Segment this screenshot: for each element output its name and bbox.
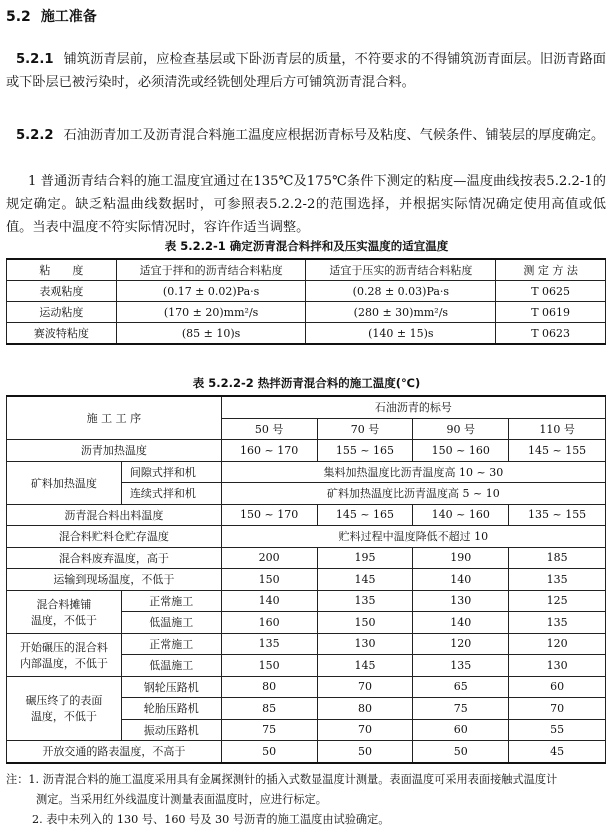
table-row xyxy=(7,741,606,763)
table-cell: 130 xyxy=(509,655,606,677)
row-label-line: 碾压终了的表面 xyxy=(25,694,103,708)
table-header: 适宜于拌和的沥青结合料粘度 xyxy=(116,259,306,281)
table-cell: 140 xyxy=(413,569,509,591)
grade-90: 90 号 xyxy=(413,418,509,440)
table-cell: 60 xyxy=(509,676,606,698)
row-label-line: 内部温度，不低于 xyxy=(19,656,108,670)
table-cell: 70 xyxy=(509,698,606,720)
row-sublabel: 正常施工 xyxy=(121,590,221,612)
table-row xyxy=(7,440,606,462)
grade-110: 110 号 xyxy=(509,418,606,440)
table-cell: 65 xyxy=(413,676,509,698)
clause-number: 5.2.2 xyxy=(16,128,54,143)
table-cell: 160 xyxy=(221,612,317,634)
row-label-line: 温度，不低于 xyxy=(30,710,97,724)
row-label-line: 开始碾压的混合料 xyxy=(19,640,108,654)
table-cell: 155 ~ 165 xyxy=(317,440,413,462)
table-cell: 145 ~ 155 xyxy=(509,440,606,462)
row-sublabel: 连续式拌和机 xyxy=(121,483,221,505)
table-header: 测 定 方 法 xyxy=(496,259,606,281)
table-row xyxy=(7,526,606,548)
table-cell: T 0619 xyxy=(496,302,606,323)
table-cell: 135 xyxy=(509,569,606,591)
grade-70: 70 号 xyxy=(317,418,413,440)
row-label: 混合料贮料仓贮存温度 xyxy=(7,526,222,548)
row-label: 矿料加热温度 xyxy=(7,461,122,504)
table-row xyxy=(7,547,606,569)
table-cell: 200 xyxy=(221,547,317,569)
grade-50: 50 号 xyxy=(221,418,317,440)
table-cell: 140 xyxy=(413,612,509,634)
viscosity-table xyxy=(6,258,606,345)
row-sublabel: 轮胎压路机 xyxy=(121,698,221,720)
row-label: 运输到现场温度，不低于 xyxy=(7,569,222,591)
table-cell: 55 xyxy=(509,719,606,741)
note-2: 2. 表中未列入的 130 号、160 号及 30 号沥青的施工温度由试验确定。 xyxy=(32,813,390,826)
table-row xyxy=(7,302,606,323)
table-cell: 45 xyxy=(509,741,606,763)
table-row xyxy=(7,504,606,526)
row-label xyxy=(7,590,122,633)
table-cell: 50 xyxy=(413,741,509,763)
table-header-row xyxy=(7,259,606,281)
row-sublabel: 间隙式拌和机 xyxy=(121,461,221,483)
table-cell: 135 ~ 155 xyxy=(509,504,606,526)
row-label-line: 温度，不低于 xyxy=(30,613,97,627)
table-cell: 运动粘度 xyxy=(7,302,117,323)
table-cell: 145 ~ 165 xyxy=(317,504,413,526)
table-cell: T 0625 xyxy=(496,281,606,302)
table-row xyxy=(7,633,606,655)
row-sublabel: 正常施工 xyxy=(121,633,221,655)
table-cell: 120 xyxy=(509,633,606,655)
table-cell: 矿料加热温度比沥青温度高 5 ~ 10 xyxy=(221,483,605,505)
paragraph-5-2-2 xyxy=(6,124,606,147)
table-cell: 贮料过程中温度降低不超过 10 xyxy=(221,526,605,548)
table-row xyxy=(7,281,606,302)
table-cell: 150 ~ 170 xyxy=(221,504,317,526)
table-cell: 75 xyxy=(413,698,509,720)
table-cell: 135 xyxy=(221,633,317,655)
table-cell: 50 xyxy=(221,741,317,763)
table-cell: (280 ± 30)mm²/s xyxy=(306,302,496,323)
table-cell: T 0623 xyxy=(496,323,606,345)
table-cell: (0.28 ± 0.03)Pa·s xyxy=(306,281,496,302)
item-text: 1 普通沥青结合料的施工温度宜通过在135℃及175℃条件下测定的粘度—温度曲线按表5.2.2-1的规定确定。缺乏粘温曲线数据时，可参照表5.2.2-2的范围选择，并根据实际情况确定使用高值或低值。当表中温度不符实际情况时，容许作适当调整。 xyxy=(6,174,606,235)
table-notes xyxy=(6,770,606,830)
table-cell: 80 xyxy=(317,698,413,720)
construction-temperature-table xyxy=(6,395,606,764)
table-cell: 150 xyxy=(221,569,317,591)
table-cell: 195 xyxy=(317,547,413,569)
table1-caption: 表 5.2.2-1 确定沥青混合料拌和及压实温度的适宜温度 xyxy=(164,239,449,253)
table-cell: 130 xyxy=(413,590,509,612)
table-cell: 190 xyxy=(413,547,509,569)
clause-text: 铺筑沥青层前，应检查基层或下卧沥青层的质量，不符要求的不得铺筑沥青面层。旧沥青路面或下卧层已被污染时，必须清洗或经铣刨处理后方可铺筑沥青混合料。 xyxy=(6,52,606,90)
table-cell: 185 xyxy=(509,547,606,569)
row-label: 沥青混合料出料温度 xyxy=(7,504,222,526)
table-cell: 120 xyxy=(413,633,509,655)
table-cell: 160 ~ 170 xyxy=(221,440,317,462)
table-cell: 集料加热温度比沥青温度高 10 ~ 30 xyxy=(221,461,605,483)
table2-caption: 表 5.2.2-2 热拌沥青混合料的施工温度(℃) xyxy=(192,376,421,390)
row-label: 开放交通的路表温度，不高于 xyxy=(7,741,222,763)
table-cell: 130 xyxy=(317,633,413,655)
table-cell: (0.17 ± 0.02)Pa·s xyxy=(116,281,306,302)
table-row xyxy=(7,676,606,698)
table-cell: 135 xyxy=(509,612,606,634)
row-sublabel: 振动压路机 xyxy=(121,719,221,741)
process-header: 施 工 工 序 xyxy=(7,396,222,440)
table-cell: 150 ~ 160 xyxy=(413,440,509,462)
table-row xyxy=(7,590,606,612)
table-cell: 145 xyxy=(317,569,413,591)
table-header-row xyxy=(7,396,606,418)
table-row xyxy=(7,323,606,345)
table-cell: (170 ± 20)mm²/s xyxy=(116,302,306,323)
paragraph-item-1 xyxy=(6,170,606,239)
table-cell: 150 xyxy=(221,655,317,677)
section-title: 施工准备 xyxy=(40,9,97,25)
section-heading xyxy=(6,6,97,26)
row-label-line: 混合料摊铺 xyxy=(36,597,92,611)
table-cell: 140 ~ 160 xyxy=(413,504,509,526)
row-label xyxy=(7,633,122,676)
section-number: 5.2 xyxy=(6,9,31,25)
table-cell: 145 xyxy=(317,655,413,677)
row-label xyxy=(7,676,122,741)
clause-text: 石油沥青加工及沥青混合料施工温度应根据沥青标号及粘度、气候条件、铺装层的厚度确定。 xyxy=(63,128,605,143)
table-cell: 135 xyxy=(317,590,413,612)
table-cell: 赛波特粘度 xyxy=(7,323,117,345)
table-header: 粘 度 xyxy=(7,259,117,281)
table-cell: 50 xyxy=(317,741,413,763)
note-1-continued: 测定。当采用红外线温度计测量表面温度时，应进行标定。 xyxy=(36,793,327,806)
table-cell: 70 xyxy=(317,676,413,698)
table-cell: 70 xyxy=(317,719,413,741)
grade-header: 石油沥青的标号 xyxy=(221,396,605,418)
table-cell: 75 xyxy=(221,719,317,741)
paragraph-5-2-1 xyxy=(6,48,606,94)
table-cell: 80 xyxy=(221,676,317,698)
table-row xyxy=(7,461,606,483)
note-1: 注：1. 沥青混合料的施工温度采用具有金属探测针的插入式数显温度计测量。表面温度可采用表面接触式温度计 xyxy=(6,773,558,786)
table-cell: 140 xyxy=(221,590,317,612)
table-cell: 表观粘度 xyxy=(7,281,117,302)
row-label: 沥青加热温度 xyxy=(7,440,222,462)
row-sublabel: 钢轮压路机 xyxy=(121,676,221,698)
table-cell: 135 xyxy=(413,655,509,677)
table-cell: 125 xyxy=(509,590,606,612)
row-label: 混合料废弃温度，高于 xyxy=(7,547,222,569)
clause-number: 5.2.1 xyxy=(16,52,54,67)
table-cell: 150 xyxy=(317,612,413,634)
table-cell: 85 xyxy=(221,698,317,720)
row-sublabel: 低温施工 xyxy=(121,612,221,634)
table-cell: (85 ± 10)s xyxy=(116,323,306,345)
row-sublabel: 低温施工 xyxy=(121,655,221,677)
table-cell: 60 xyxy=(413,719,509,741)
table-header: 适宜于压实的沥青结合料粘度 xyxy=(306,259,496,281)
table-row xyxy=(7,569,606,591)
table-cell: (140 ± 15)s xyxy=(306,323,496,345)
